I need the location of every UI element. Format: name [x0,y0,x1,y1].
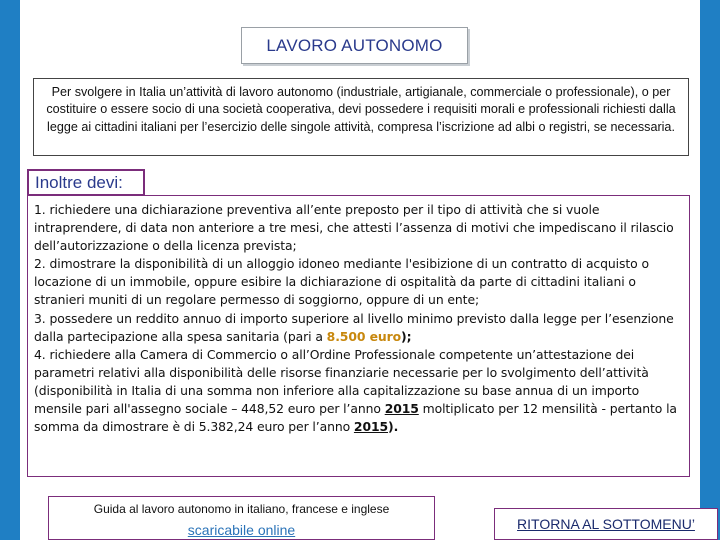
requirement-item-2 [34,255,683,309]
requirement-3-text: 3. possedere un reddito annuo di importo superiore al livello minimo previsto dalla legge per l’esenzione dalla partecipazione alla spesa sanitaria (pari a [34,310,674,344]
requirement-item-1 [34,201,683,255]
requirement-2-text: 2. dimostrare la disponibilità di un alloggio idoneo mediante l'esibizione di un contratto di acquisto o locazione di un immobile, oppure esibire la dichiarazione di ospitalità da parte di cittadini italiani o stranieri muniti di un regolare permesso di soggiorno, oppure di un ente; [34,256,649,308]
requirement-item-4 [34,346,683,436]
section-heading-box [27,169,145,196]
right-side-bar [700,0,720,540]
page-title-box [241,27,468,64]
back-to-submenu-box[interactable] [494,508,718,540]
guide-download-link[interactable]: scaricabile online [187,522,296,538]
requirement-3-end: ); [401,328,412,344]
back-to-submenu-link[interactable]: RITORNA AL SOTTOMENU’ [517,516,695,532]
left-side-bar [0,0,20,540]
intro-text-box [33,78,689,156]
requirements-box [27,195,690,477]
requirement-4-end: ). [388,419,399,435]
income-amount: 8.500 euro [326,328,402,344]
year-link-1[interactable]: 2015 [384,401,419,417]
requirement-1-text: 1. richiedere una dichiarazione preventiva all’ente preposto per il tipo di attività che si vuole intraprendere, di data non anteriore a tre mesi, che attesti l’assenza di motivi che impediscano il rilascio dell’autorizzazione o della licenza prevista; [34,202,674,254]
page-title: LAVORO AUTONOMO [266,35,443,55]
intro-text: Per svolgere in Italia un’attività di lavoro autonomo (industriale, artigianale, commerciale o professionale), o per costituire o essere socio di una società cooperativa, devi possedere i requisiti morali e professionali richiesti dalla legge ai cittadini italiani per l’esercizio delle singole attività, compresa l’iscrizione ad albi o registri, se necessaria. [46,85,676,134]
guide-title: Guida al lavoro autonomo in italiano, francese e inglese [93,502,390,516]
guide-box [48,496,435,540]
requirement-4-middle: moltiplicato per 12 mensilità - pertanto la somma da dimostrare è di 5.382,24 euro per l’anno [34,401,677,435]
year-link-2[interactable]: 2015 [353,419,389,435]
requirement-4-text: 4. richiedere alla Camera di Commercio o all’Ordine Professionale competente un’attestazione dei parametri relativi alla disponibilità delle risorse finanziarie necessarie per lo svolgimento dell’attività (disponibilità in Italia di una somma non inferiore alla capitalizzazione su base annua di un importo mensile pari all'assegno sociale – 448,52 euro per l’anno [34,346,649,417]
section-heading: Inoltre devi: [35,172,123,192]
requirement-item-3 [34,310,683,346]
